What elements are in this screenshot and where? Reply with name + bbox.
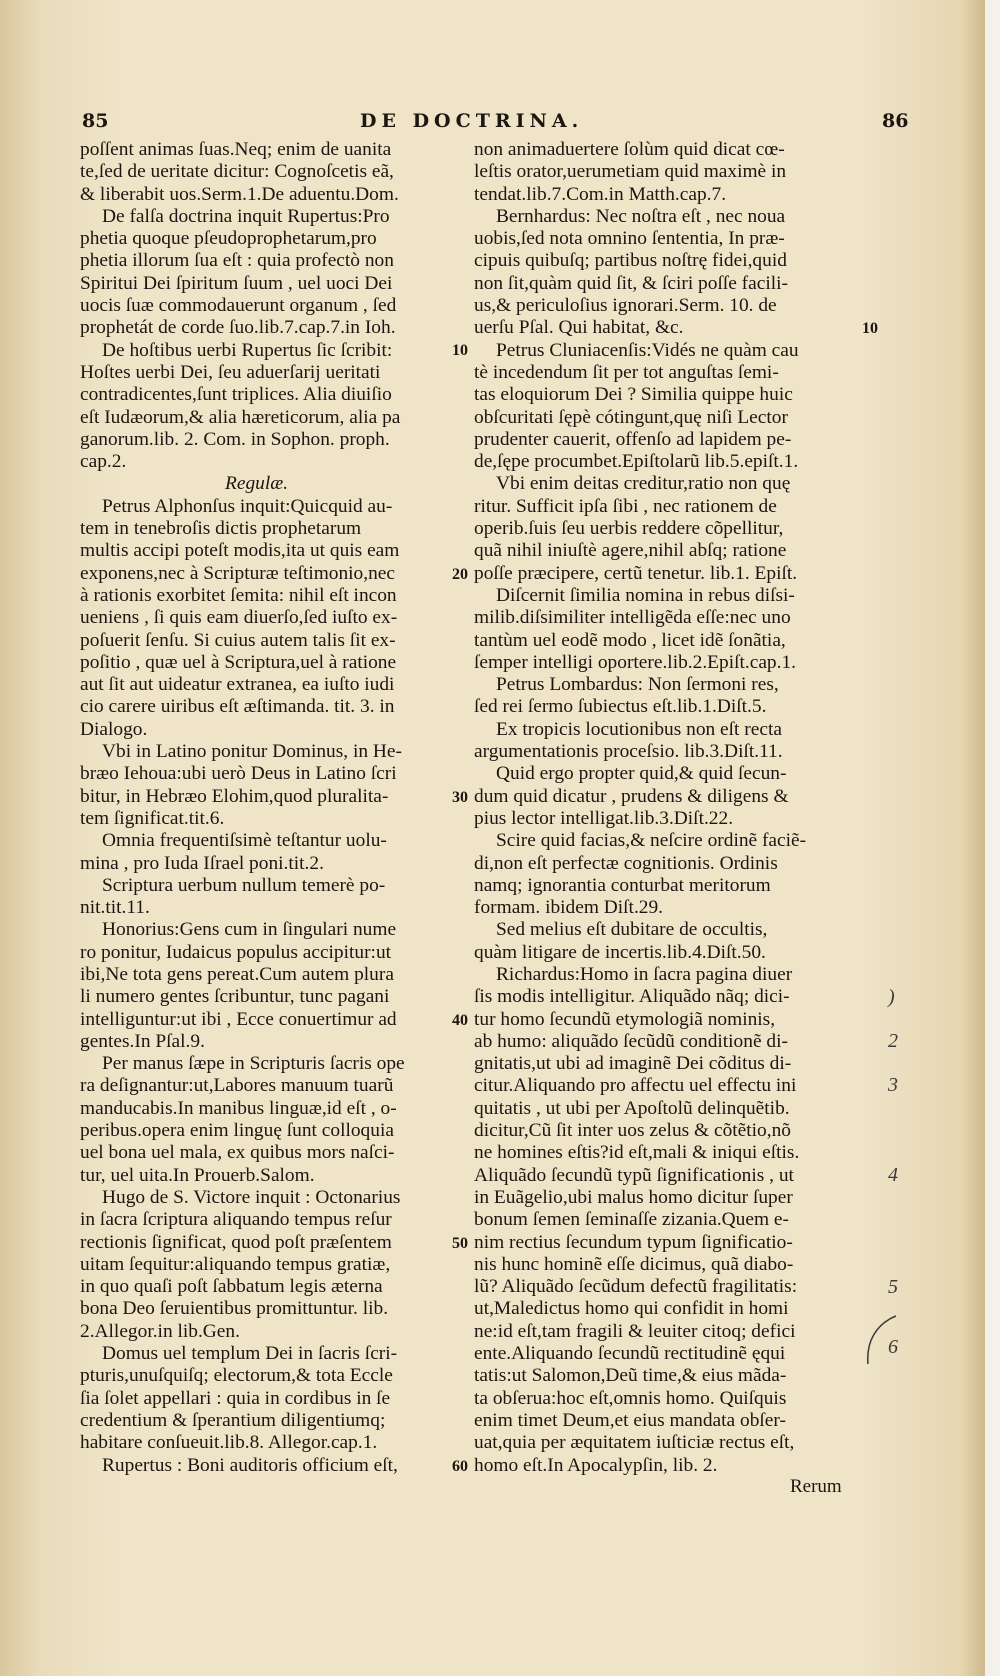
text-line: ab humo: aliquãdo ſecũdũ conditionẽ di- [474, 1030, 788, 1052]
text-line: Petrus Cluniacenſis:Vidés ne quàm cau [496, 339, 799, 361]
text-line: nis hunc hominẽ eſſe dicimus, quã diabo- [474, 1253, 794, 1275]
line-number: 60 [452, 1458, 468, 1475]
text-line: peribus.opera enim linguę ſunt colloquia [80, 1120, 394, 1142]
text-line: gentes.In Pſal.9. [80, 1030, 205, 1052]
text-line: di,non eſt perfectæ cognitionis. Ordinis [474, 852, 778, 874]
text-line: credentium & ſperantium diligentiumq; [80, 1409, 386, 1431]
page-number-left: 85 [82, 110, 109, 132]
text-line: ut,Maledictus homo qui confidit in homi [474, 1298, 789, 1320]
text-line: Quid ergo propter quid,& quid ſecun- [496, 763, 787, 785]
text-line: rectionis ſignificat, quod poſt præſentem [80, 1231, 392, 1253]
text-line: bonum ſemen ſeminaſſe zizania.Quem e- [474, 1209, 789, 1231]
text-line: Petrus Lombardus: Non ſermoni res, [496, 674, 779, 696]
margin-note: 4 [888, 1164, 898, 1186]
text-line: bræo Iehoua:ubi uerò Deus in Latino ſcri [80, 763, 397, 785]
text-line: de,ſępe procumbet.Epiſtolarũ lib.5.epiſt.1. [474, 451, 799, 473]
text-line: Regulæ. [225, 473, 289, 495]
text-line: Domus uel templum Dei in ſacris ſcri- [102, 1343, 398, 1365]
text-line: ritur. Sufficit ipſa ſibi , nec rationem de [474, 495, 777, 517]
running-title: DE DOCTRINA. [360, 110, 584, 132]
text-line: phetia illorum ſua eſt : quia profectò non [80, 250, 394, 272]
text-line: uel bona uel mala, ex quibus mors naſci- [80, 1142, 395, 1164]
text-line: Hugo de S. Victore inquit : Octonarius [102, 1186, 401, 1208]
text-line: quã nihil iniuſtè agere,nihil abſq; ratione [474, 540, 787, 562]
text-line: ne homines eſtis?id eſt,mali & iniqui eſtis. [474, 1142, 800, 1164]
text-line: Hoſtes uerbi Dei, ſeu aduerſarij ueritati [80, 361, 381, 383]
text-line: cap.2. [80, 451, 127, 473]
left-text-column [80, 139, 450, 1477]
line-number: 10 [452, 342, 468, 359]
text-line: operib.ſuis ſeu uerbis reddere cõpellitur, [474, 518, 784, 540]
text-line: tas eloquiorum Dei ? Similia quippe huic [474, 384, 793, 406]
text-line: bitur, in Hebræo Elohim,quod pluralita- [80, 785, 389, 807]
text-line: Ex tropicis locutionibus non eſt recta [496, 718, 782, 740]
text-line: pius lector intelligat.lib.3.Diſt.22. [474, 807, 734, 829]
text-line: Scire quid facias,& neſcire ordinẽ faciẽ- [496, 830, 807, 852]
text-line: poſſent animas ſuas.Neq; enim de uanita [80, 139, 392, 160]
text-line: ſia ſolet appellari : quia in cordibus in ſe [80, 1387, 391, 1409]
text-line: uocis ſuæ commodauerunt organum , ſed [80, 295, 397, 317]
text-line: in quo quaſi poſt ſabbatum legis æterna [80, 1276, 383, 1298]
text-line: Scriptura uerbum nullum temerè po- [102, 874, 386, 896]
text-line: intelliguntur:ut ibi , Ecce conuertimur ad [80, 1008, 397, 1030]
text-line: ente.Aliquando ſecundũ rectitudinẽ ęqui [474, 1343, 786, 1365]
text-line: dicitur,Cũ ſit inter uos zelus & cõtẽtio,nõ [474, 1120, 791, 1142]
text-line: poſſe præcipere, certũ tenetur. lib.1. Epiſt. [474, 562, 798, 584]
text-line: habitare conſueuit.lib.8. Allegor.cap.1. [80, 1432, 378, 1454]
text-line: homo eſt.In Apocalypſin, lib. 2. [474, 1454, 718, 1476]
line-number: 20 [452, 566, 468, 583]
line-number: 40 [452, 1012, 468, 1029]
text-line: mina , pro Iuda Iſrael poni.tit.2. [80, 852, 324, 874]
text-line: aut ſit aut uideatur extranea, ea iuſto iudi [80, 674, 395, 696]
text-line: enim timet Deum,et eius mandata obſer- [474, 1409, 786, 1431]
text-line: à rationis exorbitet ſemita: nihil eſt incon [80, 584, 397, 606]
text-line: 2.Allegor.in lib.Gen. [80, 1320, 240, 1342]
margin-pen-stroke [860, 1312, 900, 1372]
text-line: prudenter cauerit, offenſo ad lapidem pe- [474, 428, 792, 450]
text-line: in ſacra ſcriptura aliquando tempus reſur [80, 1209, 392, 1231]
text-line: Vbi enim deitas creditur,ratio non quę [496, 473, 791, 495]
text-line: poſuerit ſenſu. Si cuius autem talis ſit ex- [80, 629, 396, 651]
text-line: Per manus ſæpe in Scripturis ſacris ope [102, 1053, 405, 1075]
text-line: Spiritui Dei ſpiritum ſuum , uel uoci Dei [80, 272, 393, 294]
text-line: pturis,unuſquiſq; electorum,& tota Eccle [80, 1365, 393, 1387]
text-line: bona Deo ſeruientibus promittuntur. lib. [80, 1298, 389, 1320]
text-line: nim rectius ſecundum typum ſignificatio- [474, 1231, 793, 1253]
text-line: cio carere uiribus eſt æſtimanda. tit. 3. in [80, 696, 395, 718]
margin-note: ) [888, 986, 895, 1008]
margin-note: 6 [888, 1336, 898, 1358]
page-number-right: 86 [882, 110, 909, 132]
text-line: formam. ibidem Diſt.29. [474, 897, 664, 919]
text-line: li numero gentes ſcribuntur, tunc pagani [80, 986, 390, 1008]
text-line: Diſcernit ſimilia nomina in rebus diſsi- [496, 584, 795, 606]
text-line: uobis,ſed nota omnino ſententia, In præ- [474, 228, 785, 250]
text-line: Rupertus : Boni auditoris officium eſt, [102, 1454, 398, 1476]
text-line: Omnia frequentiſsimè teſtantur uolu- [102, 830, 387, 852]
line-number: 30 [452, 789, 468, 806]
text-line: tantùm uel eodẽ modo , licet idẽ ſonãtia, [474, 629, 786, 651]
text-line: ſed rei ſermo ſubiectus eſt.lib.1.Diſt.5. [474, 696, 767, 718]
text-line: exponens,nec à Scripturæ teſtimonio,nec [80, 562, 396, 584]
right-text-column [474, 139, 854, 1477]
text-line: non animaduertere ſolùm quid dicat cœ- [474, 139, 785, 160]
text-line: tatis:ut Salomon,Deũ time,& eius mãda- [474, 1365, 787, 1387]
text-line: prophetát de corde ſuo.lib.7.cap.7.in Ioh. [80, 317, 396, 339]
text-line: leſtis orator,uerumetiam quid maximè in [474, 161, 787, 183]
text-line: poſitio , quæ uel à Scriptura,uel à ratione [80, 651, 397, 673]
text-line: uat,quia per æquitatem iuſticiæ rectus eſt, [474, 1432, 795, 1454]
text-line: multis accipi poteſt modis,ita ut quis eam [80, 540, 400, 562]
margin-note: 3 [888, 1074, 898, 1096]
text-line: Aliquãdo ſecundũ typũ ſignificationis , ut [474, 1164, 794, 1186]
text-line: De falſa doctrina inquit Rupertus:Pro [102, 205, 390, 227]
text-line: quàm litigare de incertis.lib.4.Diſt.50. [474, 941, 766, 963]
text-line: uerſu Pſal. Qui habitat, &c. [474, 317, 684, 339]
text-line: gnitatis,ut ubi ad imaginẽ Dei cõditus di- [474, 1053, 792, 1075]
text-line: non ſit,quàm quid ſit, & ſciri poſſe facili- [474, 272, 788, 294]
text-line: Bernhardus: Nec noſtra eſt , nec noua [496, 205, 786, 227]
text-line: cipuis quibuſq; partibus noſtrę fidei,quid [474, 250, 787, 272]
text-line: manducabis.In manibus linguæ,id eſt , o- [80, 1097, 397, 1119]
text-line: contradicentes,ſunt triplices. Alia diuiſio [80, 384, 392, 406]
text-line: nit.tit.11. [80, 897, 150, 919]
line-number: 10 [862, 320, 878, 337]
text-line: us,& periculoſius ignorari.Serm. 10. de [474, 295, 777, 317]
text-line: tem in tenebroſis dictis prophetarum [80, 518, 362, 540]
text-line: quitatis , ut ubi per Apoſtolũ delinquẽtib. [474, 1097, 790, 1119]
text-line: dum quid dicatur , prudens & diligens & [474, 785, 789, 807]
text-line: Honorius:Gens cum in ſingulari nume [102, 919, 397, 941]
line-number: 50 [452, 1235, 468, 1252]
catchword: Rerum [790, 1476, 842, 1497]
text-line: Dialogo. [80, 718, 148, 740]
text-line: uitam ſequitur:aliquando tempus gratiæ, [80, 1253, 391, 1275]
margin-note: 2 [888, 1030, 898, 1052]
text-line: Vbi in Latino ponitur Dominus, in He- [102, 741, 402, 763]
text-line: obſcuritati ſępè cótingunt,quę niſi Lector [474, 406, 788, 428]
text-line: te,ſed de ueritate dicitur: Cognoſcetis eã, [80, 161, 394, 183]
text-line: ne:id eſt,tam fragili & leuiter citoq; defici [474, 1320, 796, 1342]
text-line: eſt Iudæorum,& alia hæreticorum, alia pa [80, 406, 401, 428]
text-line: argumentationis proceſsio. lib.3.Diſt.11. [474, 741, 783, 763]
text-line: & liberabit uos.Serm.1.De aduentu.Dom. [80, 183, 399, 205]
text-line: Richardus:Homo in ſacra pagina diuer [496, 963, 793, 985]
text-line: tur, uel uita.In Prouerb.Salom. [80, 1164, 315, 1186]
text-line: De hoſtibus uerbi Rupertus ſic ſcribit: [102, 339, 393, 361]
text-line: lũ? Aliquãdo ſecũdum defectũ fragilitatis: [474, 1276, 798, 1298]
text-line: ibi,Ne tota gens pereat.Cum autem plura [80, 963, 394, 985]
text-line: Petrus Alphonſus inquit:Quicquid au- [102, 495, 393, 517]
text-line: tur homo ſecundũ etymologiã nominis, [474, 1008, 776, 1030]
text-line: ro ponitur, Iudaicus populus accipitur:ut [80, 941, 392, 963]
text-line: ſis modis intelligitur. Aliquãdo nãq; dici- [474, 986, 790, 1008]
text-line: ta obſerua:hoc eſt,omnis homo. Quiſquis [474, 1387, 787, 1409]
text-line: phetia quoque pſeudoprophetarum,pro [80, 228, 377, 250]
text-line: citur.Aliquando pro affectu uel effectu ini [474, 1075, 797, 1097]
text-line: ſemper intelligi oportere.lib.2.Epiſt.cap.1. [474, 651, 797, 673]
text-line: tem ſignificat.tit.6. [80, 807, 225, 829]
text-line: namq; ignorantia conturbat meritorum [474, 874, 771, 896]
text-line: ra deſignantur:ut,Labores manuum tuarũ [80, 1075, 394, 1097]
text-line: ueniens , ſi quis eam diuerſo,ſed iuſto ex- [80, 607, 398, 629]
text-line: tendat.lib.7.Com.in Matth.cap.7. [474, 183, 727, 205]
page-edge [985, 0, 1000, 1676]
text-line: milib.diſsimiliter intelligẽda eſſe:nec uno [474, 607, 791, 629]
text-line: Sed melius eſt dubitare de occultis, [496, 919, 768, 941]
text-line: in Euãgelio,ubi malus homo dicitur ſuper [474, 1186, 793, 1208]
text-line: tè incedendum ſit per tot anguſtas ſemi- [474, 361, 779, 383]
text-line: ganorum.lib. 2. Com. in Sophon. proph. [80, 428, 390, 450]
margin-note: 5 [888, 1276, 898, 1298]
